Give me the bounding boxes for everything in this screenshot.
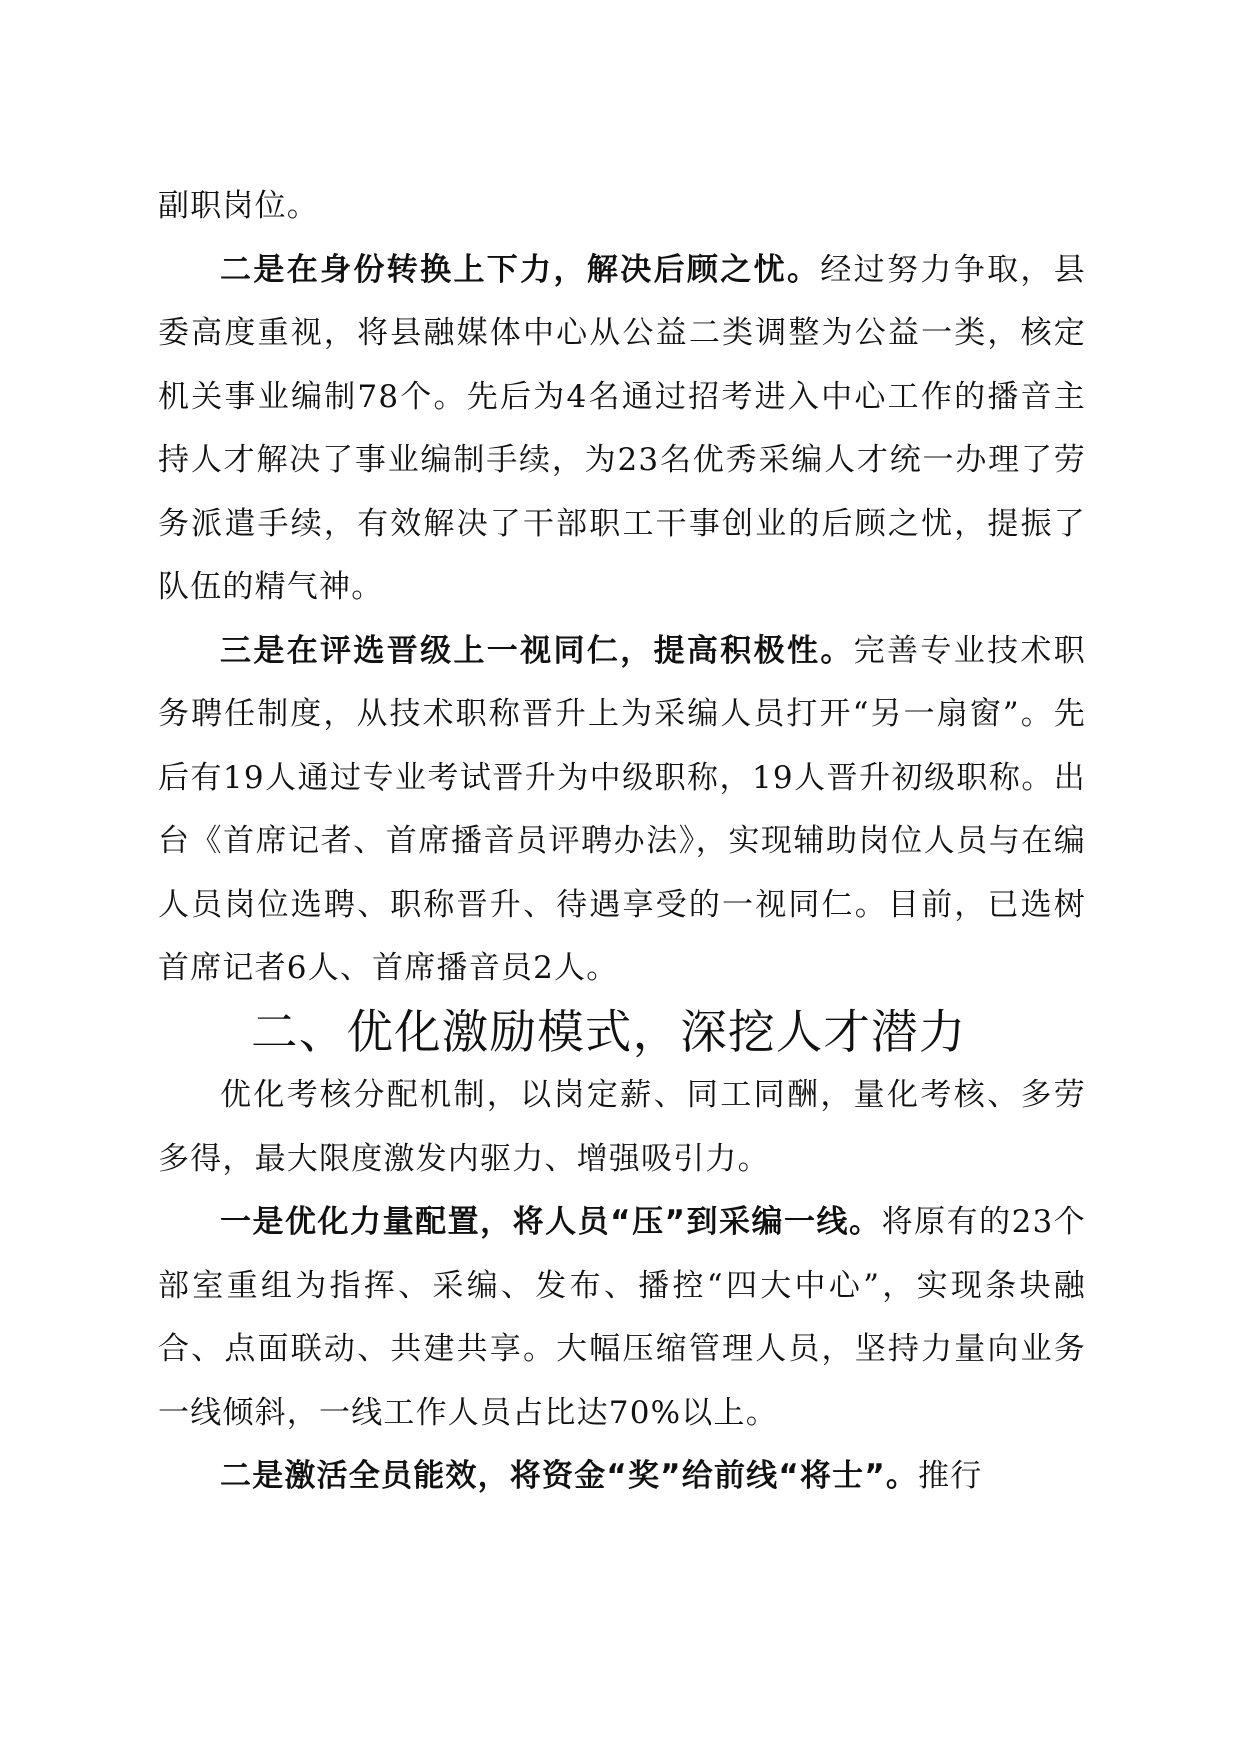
paragraph-text: 推行 (918, 1458, 983, 1494)
paragraph-continuation (158, 175, 1086, 239)
paragraph-lead: 三是在评选晋级上一视同仁，提高积极性。 (220, 632, 854, 669)
paragraph-evaluation-promotion (158, 620, 1086, 1001)
section-heading: 二、优化激励模式，深挖人才潜力 (251, 1004, 967, 1059)
paragraph-lead: 一是优化力量配置，将人员“压”到采编一线。 (220, 1204, 882, 1240)
paragraph-text: 将原有的23个部室重组为指挥、采编、发布、播控“四大中心”，实现条块融合、点面联动、共建共享。大幅压缩管理人员，坚持力量向业务一线倾斜，一线工作人员占比达70%以上。 (158, 1204, 1086, 1431)
paragraph-incentive-funds (158, 1445, 1086, 1509)
paragraph-lead: 二是在身份转换上下力，解决后顾之忧。 (220, 251, 821, 288)
paragraph-lead: 二是激活全员能效，将资金“奖”给前线“将士”。 (220, 1458, 919, 1494)
paragraph-staff-allocation (158, 1191, 1086, 1445)
paragraph-text: 副职岗位。 (158, 188, 319, 224)
paragraph-text: 优化考核分配机制，以岗定薪、同工同酬，量化考核、多劳多得，最大限度激发内驱力、增强吸引力。 (158, 1077, 1086, 1177)
paragraph-identity-transition (158, 239, 1086, 620)
paragraph-text: 经过努力争取，县委高度重视，将县融媒体中心从公益二类调整为公益一类，核定机关事业编制78个。先后为4名通过招考进入中心工作的播音主持人才解决了事业编制手续，为23名优秀采编人才统一办理了劳务派遣手续，有效解决了干部职工干事创业的后顾之忧，提振了队伍的精气神。 (158, 251, 1086, 605)
paragraph-section-intro (158, 1064, 1086, 1191)
paragraph-text: 完善专业技术职务聘任制度，从技术职称晋升上为采编人员打开“另一扇窗”。先后有19人通过专业考试晋升为中级职称，19人晋升初级职称。出台《首席记者、首席播音员评聘办法》，实现辅助岗位人员与在编人员岗位选聘、职称晋升、待遇享受的一视同仁。目前，已选树首席记者6人、首席播音员2人。 (158, 632, 1086, 986)
document-body (158, 175, 1086, 1509)
